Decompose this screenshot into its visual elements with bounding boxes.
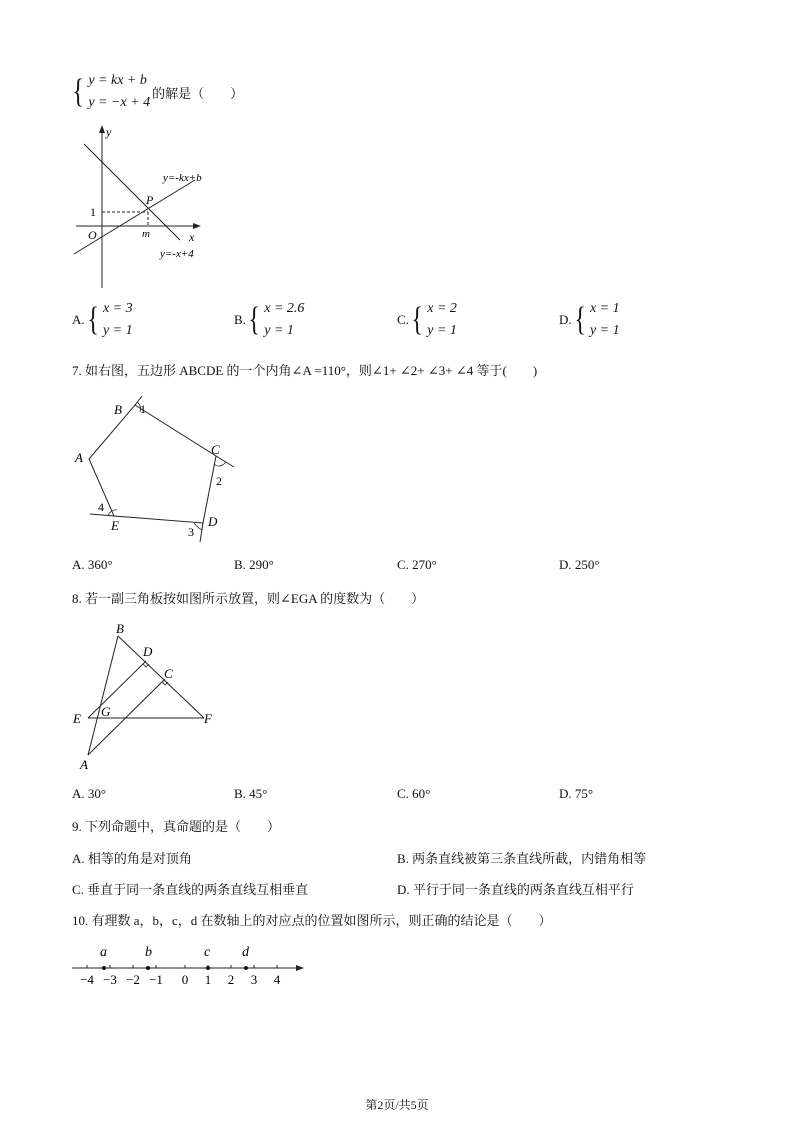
q6-option-a-y: y = 1	[102, 323, 133, 338]
q7-label-4: 4	[98, 500, 104, 514]
q9-option-b: B. 两条直线被第三条直线所截，内错角相等	[397, 851, 647, 866]
q6-option-b	[234, 298, 304, 342]
q6-option-a-label: A.	[72, 312, 85, 327]
q6-eq1: y = kx + b	[88, 73, 147, 88]
q6-option-d-label: D.	[559, 312, 572, 327]
q7-ext-e	[90, 514, 114, 516]
q8-label-f: F	[204, 711, 212, 726]
q6-label-y: y	[106, 125, 112, 139]
q8-label-c: C	[164, 666, 173, 681]
q8-side-bf	[118, 636, 204, 718]
q10-tick-label-neg4: −4	[80, 972, 94, 987]
q8-label-e: E	[73, 711, 81, 726]
q10-tick-label-3: 3	[250, 972, 258, 987]
q7-label-a: A	[75, 450, 83, 465]
q7-pentagon-figure	[70, 392, 250, 548]
q7-option-b: B. 290°	[234, 557, 274, 572]
q10-number-line	[70, 938, 310, 990]
q10-point-b	[146, 966, 150, 970]
q8-label-d: D	[143, 644, 153, 659]
q6-equation-system	[70, 70, 243, 114]
q10-axis-arrow	[296, 965, 304, 971]
q7-option-d: D. 250°	[559, 557, 600, 572]
q6-option-d-y: y = 1	[589, 323, 620, 338]
q8-right-angle-d	[143, 664, 149, 667]
q6-option-b-y: y = 1	[264, 323, 294, 338]
q6-option-d	[559, 298, 620, 342]
q10-tick-label-4: 4	[273, 972, 281, 987]
q6-stem-suffix: 的解是（ ）	[152, 85, 244, 101]
q6-label-line1: y=-kx+b	[163, 172, 202, 184]
q10-label-d: d	[242, 945, 249, 960]
q7-label-b: B	[114, 402, 122, 417]
q6-label-m: m	[142, 228, 150, 240]
q7-arc-2	[214, 462, 226, 466]
q7-label-d: D	[208, 514, 218, 529]
q9-option-a: A. 相等的角是对顶角	[72, 851, 192, 866]
q6-option-d-brace: {	[574, 301, 586, 338]
q6-label-1: 1	[90, 205, 96, 219]
q7-pentagon	[89, 405, 216, 523]
q10-tick-label-1: 1	[204, 972, 212, 987]
q7-ext-c	[216, 456, 234, 467]
q6-option-a	[72, 298, 133, 342]
q10-point-c	[206, 966, 210, 970]
q6-brace: {	[72, 73, 84, 110]
q6-option-b-brace: {	[248, 301, 260, 338]
q8-label-g: G	[101, 704, 111, 719]
q6-y-arrow	[99, 125, 105, 133]
q7-label-3: 3	[188, 525, 194, 539]
q10-tick-label-2: 2	[227, 972, 235, 987]
q6-option-a-brace: {	[87, 301, 99, 338]
q7-label-1: 1	[140, 402, 146, 416]
q7-label-e: E	[111, 518, 119, 533]
q8-label-b: B	[116, 621, 124, 636]
q7-label-c: C	[211, 442, 220, 457]
q10-label-a: a	[100, 945, 107, 960]
q7-option-a: A. 360°	[72, 557, 113, 572]
q8-side-ed	[88, 661, 146, 718]
q10-tick-label-neg3: −3	[103, 972, 117, 987]
q6-option-c-x: x = 2	[427, 301, 457, 316]
q7-label-2: 2	[216, 474, 222, 488]
q6-option-c-brace: {	[411, 301, 423, 338]
q6-eq2: y = −x + 4	[88, 95, 151, 110]
q6-option-c	[397, 298, 457, 342]
q10-point-a	[102, 966, 106, 970]
q9-option-c: C. 垂直于同一条直线的两条直线互相垂直	[72, 882, 309, 897]
q8-label-a: A	[80, 757, 88, 772]
q8-option-a: A. 30°	[72, 786, 107, 801]
q8-option-c: C. 60°	[397, 786, 431, 801]
q6-label-line2: y=-x+4	[160, 248, 194, 260]
q10-stem: 10. 有理数 a，b，c，d 在数轴上的对应点的位置如图所示，则正确的结论是（ ）	[72, 913, 552, 928]
q6-x-arrow	[193, 223, 201, 229]
q10-tick-label-neg2: −2	[126, 972, 140, 987]
q6-graph	[70, 122, 240, 292]
q10-tick-label-0: 0	[181, 972, 189, 987]
q7-arc-3	[194, 523, 202, 530]
q8-stem: 8. 若一副三角板按如图所示放置，则∠EGA 的度数为（ ）	[72, 591, 425, 606]
q6-label-origin: O	[88, 228, 97, 242]
q8-option-b: B. 45°	[234, 786, 268, 801]
q6-option-a-x: x = 3	[102, 301, 133, 316]
q6-option-c-label: C.	[397, 312, 409, 327]
q6-label-x: x	[189, 230, 195, 244]
q10-tick-label-neg1: −1	[149, 972, 163, 987]
q7-stem: 7. 如右图，五边形 ABCDE 的一个内角∠A =110°，则∠1+ ∠2+ ∠3+ ∠4 等于( )	[72, 363, 538, 378]
q6-label-p: P	[146, 193, 154, 207]
q6-option-c-y: y = 1	[427, 323, 457, 338]
q10-label-c: c	[204, 945, 211, 960]
q7-option-c: C. 270°	[397, 557, 437, 572]
q8-option-d: D. 75°	[559, 786, 594, 801]
q6-option-b-label: B.	[234, 312, 246, 327]
q8-side-ac	[88, 679, 165, 755]
q10-point-d	[244, 966, 248, 970]
q8-side-ba	[88, 636, 118, 755]
q9-stem: 9. 下列命题中，真命题的是（ ）	[72, 819, 281, 834]
q9-option-d: D. 平行于同一条直线的两条直线互相平行	[397, 882, 634, 897]
q10-label-b: b	[145, 945, 152, 960]
q8-triangles-figure	[70, 618, 230, 773]
page-footer: 第2页/共5页	[365, 1098, 429, 1112]
q6-option-b-x: x = 2.6	[264, 301, 305, 316]
q6-option-d-x: x = 1	[589, 301, 620, 316]
q7-ext-d	[200, 523, 203, 542]
